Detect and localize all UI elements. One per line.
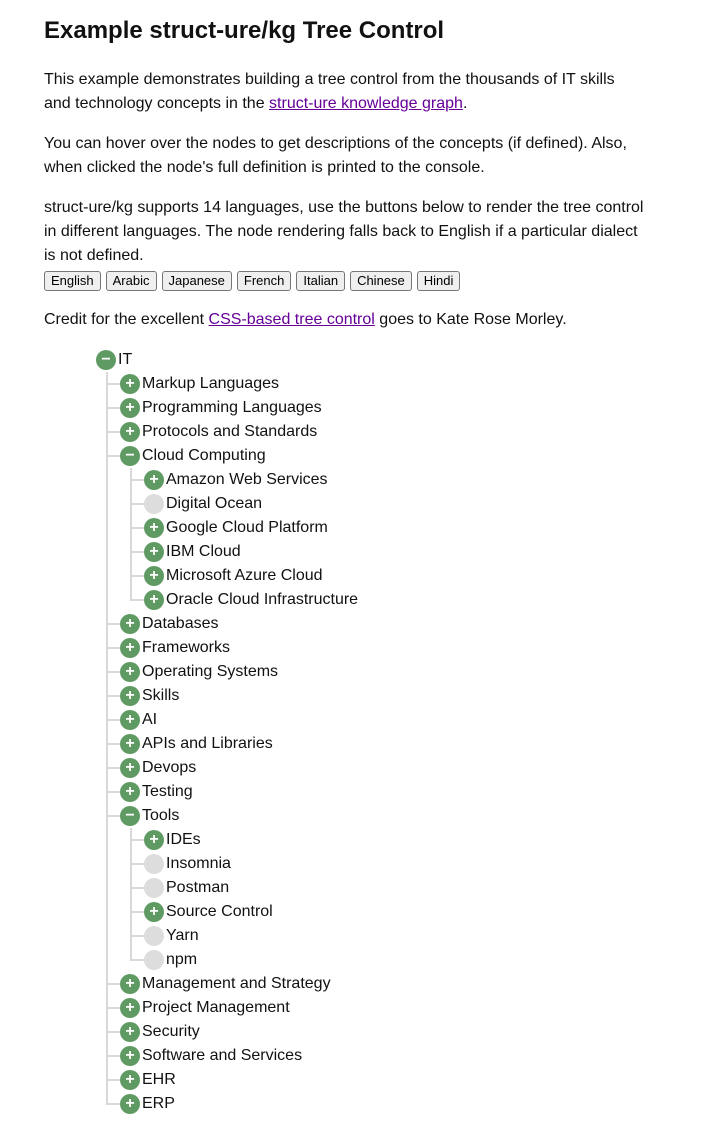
tree-node-label[interactable]: Project Management — [142, 999, 290, 1016]
tree-node-ides — [144, 828, 358, 852]
tree-node-row[interactable] — [144, 828, 358, 852]
plus-icon[interactable]: + — [120, 734, 140, 754]
tree-node-row[interactable] — [144, 468, 358, 492]
tree-children — [120, 468, 358, 612]
tree-node-row[interactable] — [144, 564, 358, 588]
tree-node-row[interactable] — [120, 708, 358, 732]
language-button-japanese[interactable]: Japanese — [162, 271, 232, 291]
plus-icon[interactable]: + — [144, 470, 164, 490]
plus-icon[interactable]: + — [144, 518, 164, 538]
plus-icon[interactable]: + — [144, 830, 164, 850]
tree-node-label[interactable]: Postman — [166, 879, 230, 896]
tree-connector-line — [106, 1031, 120, 1033]
tree-node-row[interactable] — [144, 900, 358, 924]
intro-text-end: . — [462, 95, 468, 112]
tree-node-ibm-cloud — [144, 540, 358, 564]
tree-node-row[interactable] — [120, 612, 358, 636]
tree-connector-line — [130, 503, 144, 505]
tree-connector-line — [106, 623, 120, 625]
plus-icon[interactable]: + — [120, 422, 140, 442]
tree-node-row[interactable] — [120, 1092, 358, 1116]
tree-node-row[interactable] — [120, 780, 358, 804]
tree-node-devops — [120, 756, 358, 780]
tree-node-row[interactable] — [120, 684, 358, 708]
tree-node-label[interactable]: Google Cloud Platform — [166, 519, 328, 536]
tree-connector-line — [106, 695, 120, 697]
plus-icon[interactable]: + — [120, 998, 140, 1018]
language-buttons — [44, 271, 460, 291]
tree-connector-line — [106, 815, 120, 817]
tree-node-label[interactable]: Tools — [142, 807, 180, 824]
intro-paragraph — [44, 68, 644, 116]
tree-node-label[interactable]: Cloud Computing — [142, 447, 266, 464]
tree-node-amazon-web-services — [144, 468, 358, 492]
language-button-french[interactable]: French — [237, 271, 291, 291]
plus-icon[interactable]: + — [120, 974, 140, 994]
tree-connector-line — [106, 383, 120, 385]
plus-icon[interactable]: + — [144, 542, 164, 562]
tree-node-frameworks — [120, 636, 358, 660]
empty-circle-icon — [144, 494, 164, 514]
tree-connector-line — [106, 671, 120, 673]
tree-connector-line — [106, 791, 120, 793]
tree-node-protocols-and-standards — [120, 420, 358, 444]
language-button-hindi[interactable]: Hindi — [417, 271, 461, 291]
empty-circle-icon — [144, 878, 164, 898]
language-button-italian[interactable]: Italian — [296, 271, 345, 291]
tree-node-row — [144, 948, 358, 972]
tree-node-label[interactable]: Security — [142, 1023, 200, 1040]
tree-node-row[interactable] — [144, 516, 358, 540]
tree-children — [96, 372, 358, 1116]
tree-connector-line — [130, 959, 144, 961]
tree-connector-line — [130, 887, 144, 889]
tree-node-label[interactable]: Amazon Web Services — [166, 471, 328, 488]
tree-node-label[interactable]: Oracle Cloud Infrastructure — [166, 591, 359, 608]
plus-icon[interactable]: + — [120, 686, 140, 706]
tree-node-oracle-cloud-infrastructure — [144, 588, 358, 612]
credit-text: Credit for the excellent — [44, 311, 209, 328]
tree-connector-line — [130, 911, 144, 913]
tree-node-label[interactable]: Source Control — [166, 903, 273, 920]
empty-circle-icon — [144, 926, 164, 946]
tree-connector-line — [130, 575, 144, 577]
tree-node-label[interactable]: IBM Cloud — [166, 543, 241, 560]
tree-node-markup-languages — [120, 372, 358, 396]
tree-node-npm — [144, 948, 358, 972]
tree-connector-line — [130, 935, 144, 937]
credit-paragraph — [44, 308, 644, 332]
tree-node-label[interactable]: Digital Ocean — [166, 495, 263, 512]
tree-node-label[interactable]: Markup Languages — [142, 375, 279, 392]
tree-node-project-management — [120, 996, 358, 1020]
tree-children — [120, 828, 358, 972]
tree-node-row[interactable] — [96, 348, 358, 372]
plus-icon[interactable]: + — [144, 590, 164, 610]
tree-connector-line — [106, 1103, 120, 1105]
plus-icon[interactable]: + — [120, 710, 140, 730]
tree-node-label[interactable]: ERP — [142, 1095, 175, 1112]
tree-node-testing — [120, 780, 358, 804]
tree-node-row[interactable] — [120, 1044, 358, 1068]
tree-node-row[interactable] — [120, 1068, 358, 1092]
tree-connector-line — [106, 983, 120, 985]
tree-node-label[interactable]: IT — [118, 351, 133, 368]
tree-node-microsoft-azure-cloud — [144, 564, 358, 588]
tree-connector-line — [106, 1007, 120, 1009]
tree-connector-line — [130, 479, 144, 481]
tree-node-label[interactable]: IDEs — [166, 831, 201, 848]
plus-icon[interactable]: + — [120, 1022, 140, 1042]
tree-node-row[interactable] — [120, 396, 358, 420]
plus-icon[interactable]: + — [120, 1070, 140, 1090]
tree-node-label[interactable]: Frameworks — [142, 639, 231, 656]
plus-icon[interactable]: + — [120, 374, 140, 394]
plus-icon[interactable]: + — [144, 902, 164, 922]
tree-connector-line — [130, 551, 144, 553]
page-title: Example struct-ure/kg Tree Control — [44, 17, 445, 44]
tree-node-label[interactable]: AI — [142, 711, 158, 728]
tree-node-ehr — [120, 1068, 358, 1092]
tree-connector-line — [106, 1055, 120, 1057]
tree-node-row[interactable] — [120, 660, 358, 684]
tree-node-yarn — [144, 924, 358, 948]
tree-control-link[interactable]: CSS-based tree control — [208, 311, 375, 328]
language-button-chinese[interactable]: Chinese — [350, 271, 412, 291]
empty-circle-icon — [144, 950, 164, 970]
tree-connector-line — [106, 431, 120, 433]
tree-node-row[interactable] — [120, 420, 358, 444]
empty-circle-icon — [144, 854, 164, 874]
tree-connector-line — [130, 839, 144, 841]
tree-node-label[interactable]: EHR — [142, 1071, 176, 1088]
tree-node-label[interactable]: Protocols and Standards — [142, 423, 318, 440]
tree-node-row[interactable] — [144, 588, 358, 612]
tree-node-security — [120, 1020, 358, 1044]
tree-node-programming-languages — [120, 396, 358, 420]
tree-node-google-cloud-platform — [144, 516, 358, 540]
tree-node-row[interactable] — [120, 972, 358, 996]
tree-connector-line — [106, 719, 120, 721]
plus-icon[interactable]: + — [120, 758, 140, 778]
tree-connector-line — [130, 863, 144, 865]
language-button-arabic[interactable]: Arabic — [106, 271, 157, 291]
minus-icon[interactable]: − — [96, 350, 116, 370]
tree-node-row[interactable] — [120, 756, 358, 780]
tree-node-operating-systems — [120, 660, 358, 684]
tree-node-row — [144, 492, 358, 516]
tree-node-row — [144, 924, 358, 948]
plus-icon[interactable]: + — [120, 638, 140, 658]
tree-node-label[interactable]: Insomnia — [166, 855, 231, 872]
tree-node-label[interactable]: Yarn — [166, 927, 199, 944]
credit-text-end: goes to Kate Rose Morley. — [374, 311, 567, 328]
minus-icon[interactable]: − — [120, 806, 140, 826]
tree-node-label[interactable]: Programming Languages — [142, 399, 322, 416]
tree-connector-line — [106, 743, 120, 745]
plus-icon[interactable]: + — [144, 566, 164, 586]
tree-node-row[interactable] — [120, 636, 358, 660]
plus-icon[interactable]: + — [120, 782, 140, 802]
tree-node-label[interactable]: Microsoft Azure Cloud — [166, 567, 323, 584]
tree-node-erp — [120, 1092, 358, 1116]
plus-icon[interactable]: + — [120, 398, 140, 418]
tree-node-postman — [144, 876, 358, 900]
tree-node-source-control — [144, 900, 358, 924]
tree-node-digital-ocean — [144, 492, 358, 516]
tree-node-software-and-services — [120, 1044, 358, 1068]
tree-node-label[interactable]: Management and Strategy — [142, 975, 331, 992]
tree-node-row — [144, 876, 358, 900]
hover-paragraph: You can hover over the nodes to get descriptions of the concepts (if defined). Also, when clicked the node's full definition is printed to the console. — [44, 135, 627, 176]
tree-connector-line — [106, 1079, 120, 1081]
tree-node-apis-and-libraries — [120, 732, 358, 756]
tree-node-row[interactable] — [120, 372, 358, 396]
tree-node-row[interactable] — [120, 996, 358, 1020]
tree-node-label[interactable]: Operating Systems — [142, 663, 279, 680]
plus-icon[interactable]: + — [120, 614, 140, 634]
tree-connector-line — [130, 527, 144, 529]
tree-node-row[interactable] — [120, 804, 358, 828]
languages-paragraph: struct-ure/kg supports 14 languages, use the buttons below to render the tree control in different languages. The node rendering falls back to English if a particular dialect is not defined. — [44, 199, 644, 264]
plus-icon[interactable]: + — [120, 1094, 140, 1114]
tree-node-label[interactable]: Software and Services — [142, 1047, 303, 1064]
tree-node-label[interactable]: Databases — [142, 615, 219, 632]
tree-node-tools — [120, 804, 358, 972]
tree-node-insomnia — [144, 852, 358, 876]
plus-icon[interactable]: + — [120, 1046, 140, 1066]
tree-node-label[interactable]: Testing — [142, 783, 193, 800]
plus-icon[interactable]: + — [120, 662, 140, 682]
tree-node-label[interactable]: APIs and Libraries — [142, 735, 273, 752]
tree-node-ai — [120, 708, 358, 732]
tree-node-label[interactable]: Devops — [142, 759, 197, 776]
tree-node-row[interactable] — [120, 1020, 358, 1044]
tree-node-row — [144, 852, 358, 876]
tree-node-row[interactable] — [120, 444, 358, 468]
tree-connector-line — [106, 767, 120, 769]
tree-control — [96, 348, 358, 1116]
tree-node-label[interactable]: Skills — [142, 687, 180, 704]
minus-icon[interactable]: − — [120, 446, 140, 466]
tree-connector-line — [106, 407, 120, 409]
intro-text: This example demonstrates building a tree control from the thousands of IT skills and technology concepts in the — [44, 71, 615, 112]
tree-node-label[interactable]: npm — [166, 951, 198, 968]
tree-node-databases — [120, 612, 358, 636]
tree-node-row[interactable] — [120, 732, 358, 756]
tree-node-it — [96, 348, 358, 1116]
tree-node-cloud-computing — [120, 444, 358, 612]
tree-connector-line — [130, 599, 144, 601]
tree-node-skills — [120, 684, 358, 708]
tree-node-management-and-strategy — [120, 972, 358, 996]
knowledge-graph-link[interactable]: struct-ure knowledge graph — [269, 95, 463, 112]
tree-node-row[interactable] — [144, 540, 358, 564]
tree-connector-line — [106, 647, 120, 649]
tree-connector-line — [106, 455, 120, 457]
language-button-english[interactable]: English — [44, 271, 101, 291]
